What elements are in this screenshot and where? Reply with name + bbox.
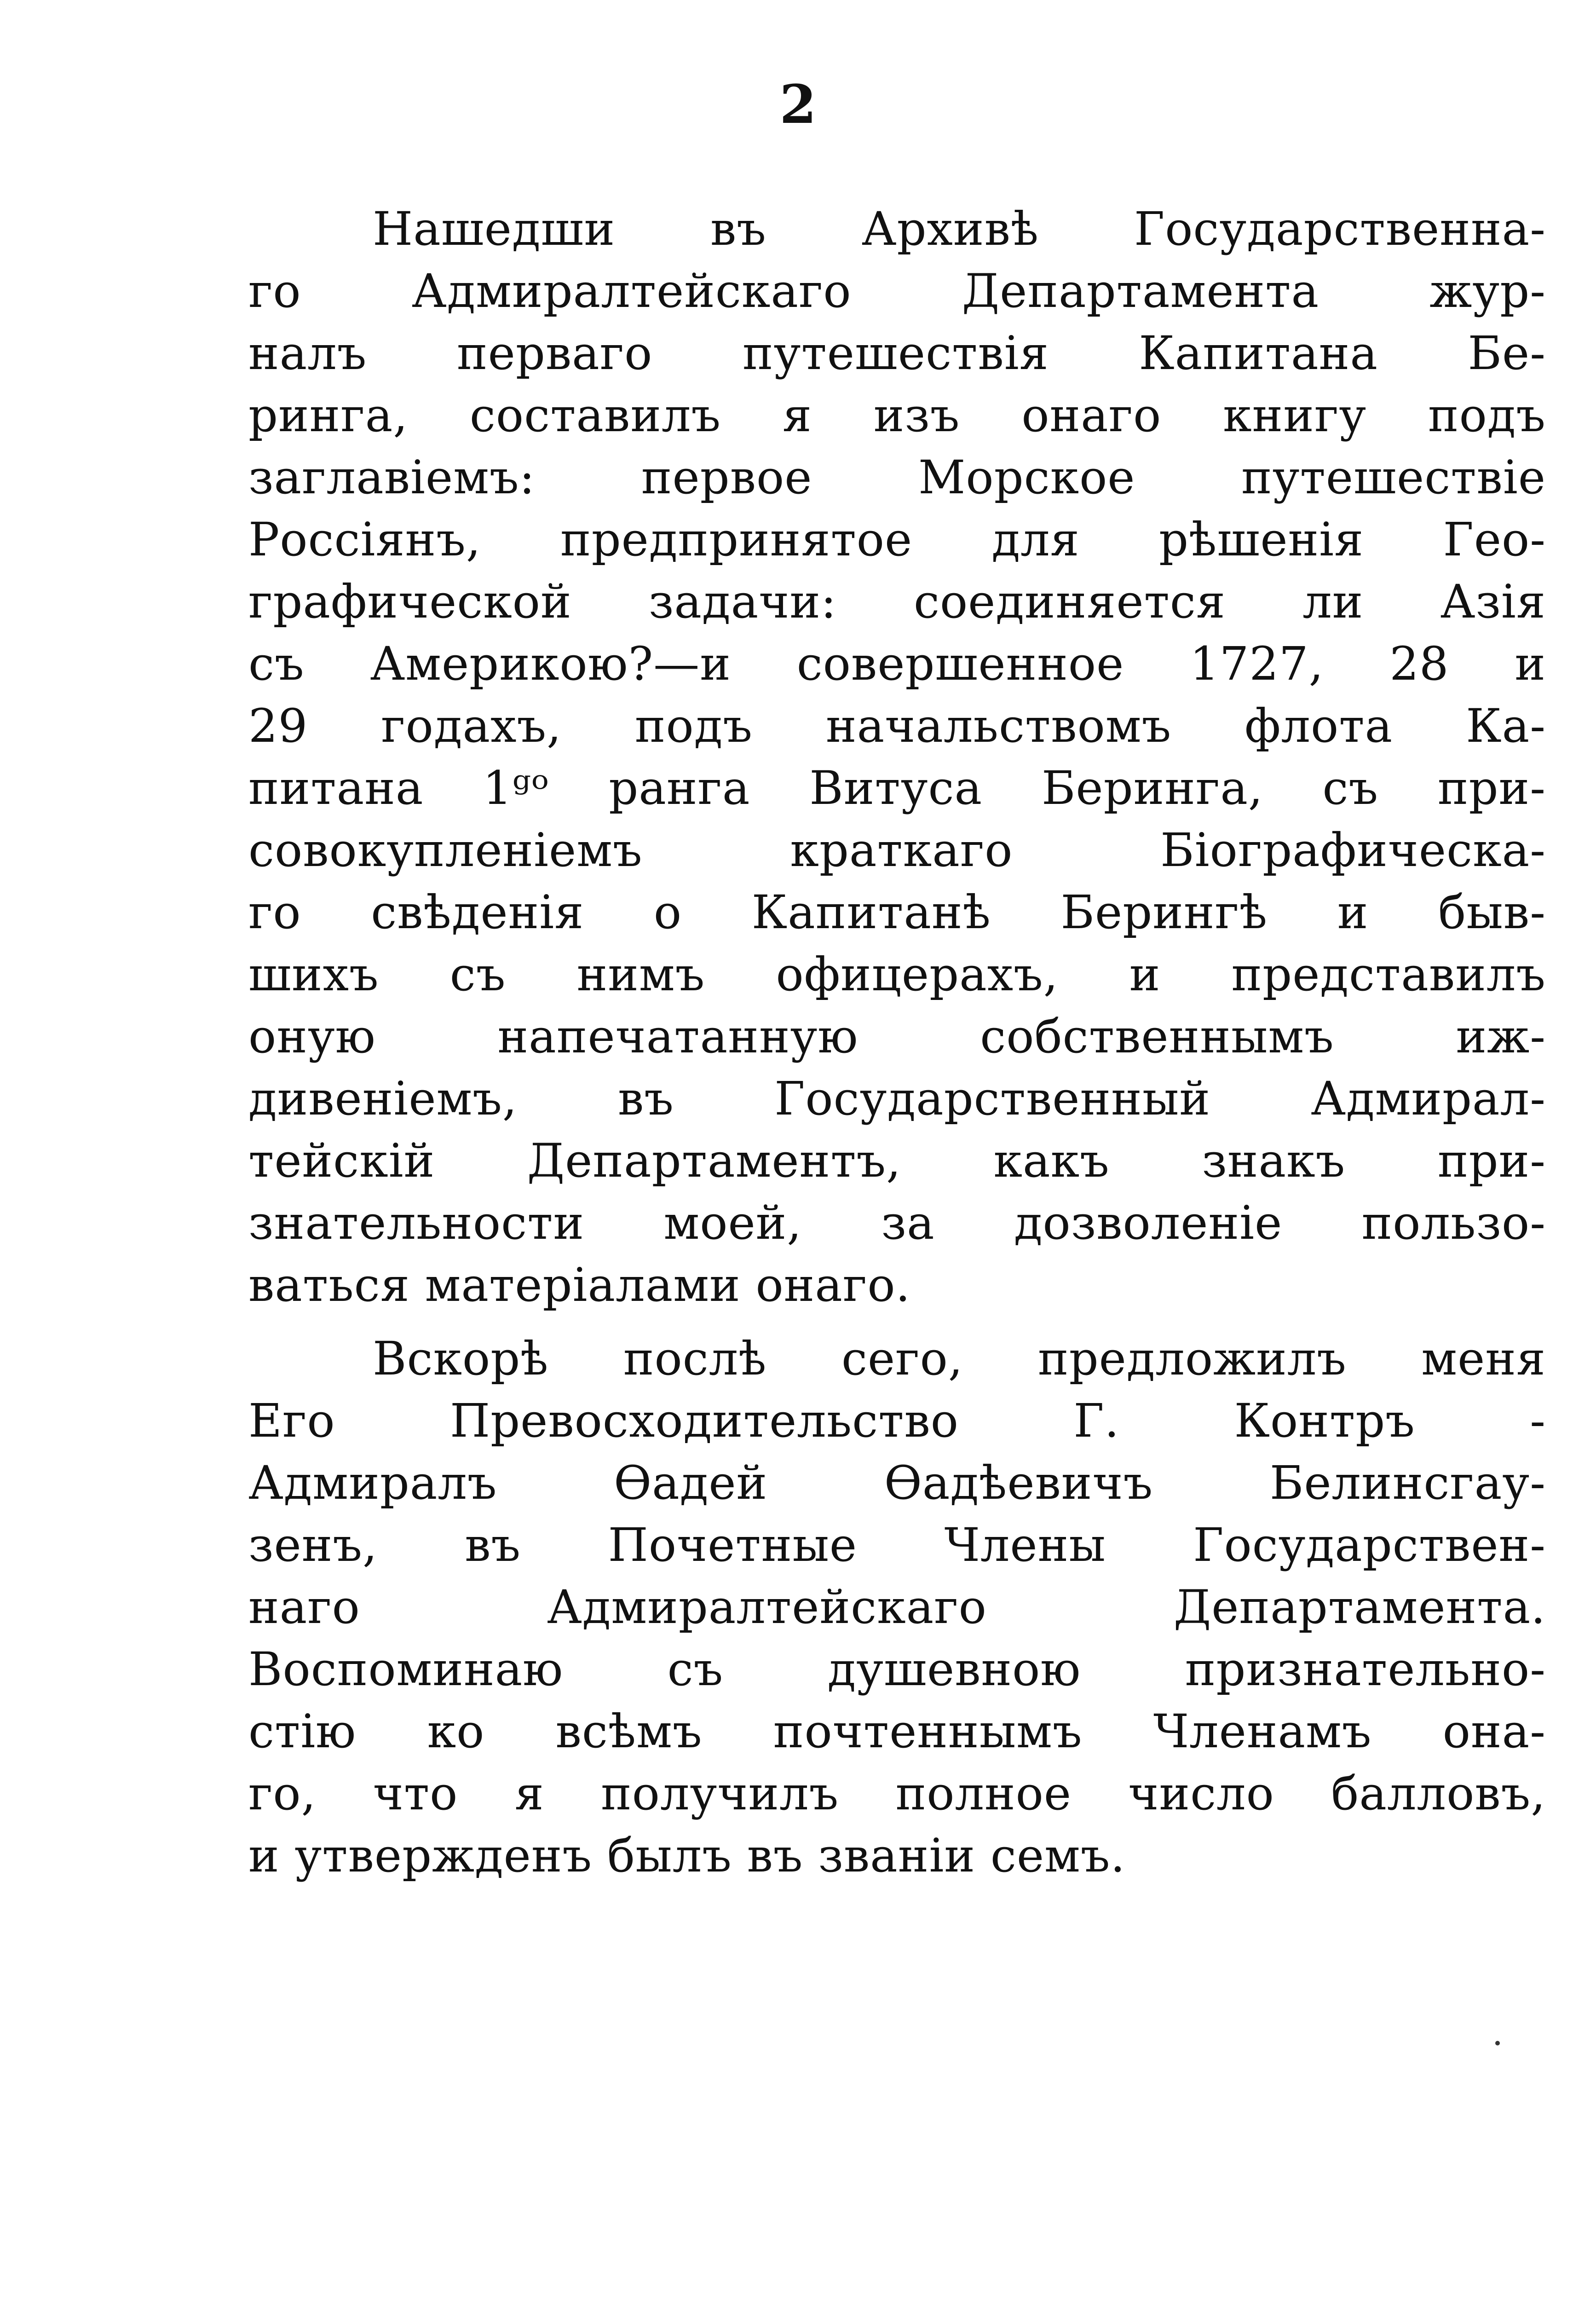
text-line: го Адмиралтейскаго Департамента жур- <box>248 264 1546 318</box>
ink-speck <box>1495 2041 1500 2045</box>
text-line: Россіянъ, предпринятое для рѣшенія Гео- <box>248 513 1546 566</box>
text-line: питана 1ᵍᵒ ранга Витуса Беринга, съ при- <box>248 761 1546 815</box>
text-line: наго Адмиралтейскаго Департамента. <box>248 1580 1546 1634</box>
text-line: знательности моей, за дозволеніе пользо- <box>248 1196 1546 1250</box>
text-line: совокупленіемъ краткаго Біографическа- <box>248 823 1546 877</box>
text-line: Вскорѣ послѣ сего, предложилъ меня <box>373 1332 1546 1386</box>
text-line: шихъ съ нимъ офицерахъ, и представилъ <box>248 947 1546 1001</box>
text-line: съ Америкою?—и совершенное 1727, 28 и <box>248 637 1546 691</box>
text-line: налъ перваго путешествія Капитана Бе- <box>248 326 1546 380</box>
text-line: 29 годахъ, подъ начальствомъ флота Ка- <box>248 699 1546 753</box>
text-line: стію ко всѣмъ почтеннымъ Членамъ она- <box>248 1704 1546 1758</box>
text-line: го, что я получилъ полное число балловъ, <box>248 1767 1546 1820</box>
text-line: Его Превосходительство Г. Контръ - <box>248 1394 1546 1448</box>
text-line: ринга, составилъ я изъ онаго книгу подъ <box>248 388 1546 442</box>
text-line: дивеніемъ, въ Государственный Адмирал- <box>248 1072 1546 1126</box>
paragraph-gap <box>248 1316 1546 1328</box>
paragraph-2 <box>248 1328 1546 1887</box>
text-line: го свѣденія о Капитанѣ Берингѣ и быв- <box>248 885 1546 939</box>
text-line: графической задачи: соединяется ли Азія <box>248 575 1546 629</box>
text-line: Воспоминаю съ душевною признательно- <box>248 1642 1546 1696</box>
text-line: ваться матеріалами онаго. <box>248 1258 911 1312</box>
text-line: заглавіемъ: первое Морское путешествіе <box>248 451 1546 504</box>
page-number: 2 <box>779 74 817 136</box>
text-line: тейскій Департаментъ, какъ знакъ при- <box>248 1134 1546 1188</box>
text-line: зенъ, въ Почетные Члены Государствен- <box>248 1518 1546 1572</box>
body-text <box>248 198 1546 1887</box>
text-line: Адмиралъ Ѳадей Ѳадѣевичъ Белинсгау- <box>248 1456 1546 1510</box>
text-line: оную напечатанную собственнымъ иж- <box>248 1010 1546 1063</box>
paragraph-1 <box>248 198 1546 1316</box>
text-line: и утвержденъ былъ въ званіи семъ. <box>248 1829 1126 1883</box>
text-line: Нашедши въ Архивѣ Государственна- <box>373 202 1546 256</box>
